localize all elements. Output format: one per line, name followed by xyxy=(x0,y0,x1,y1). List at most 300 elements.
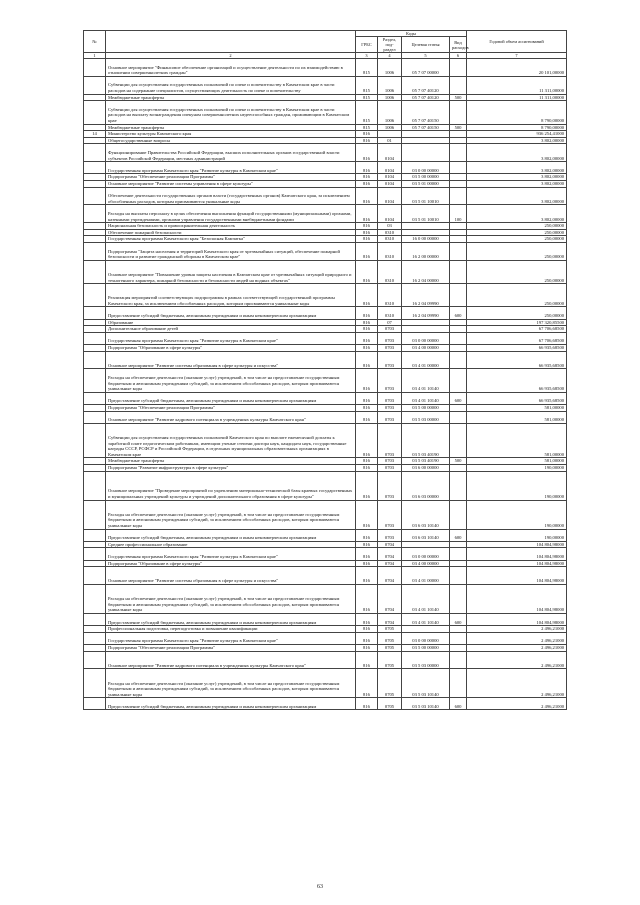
row-name: Национальная безопасность и правоохранительная деятельность xyxy=(106,223,356,230)
row-section: 0104 xyxy=(378,144,402,162)
row-expense-type xyxy=(450,345,467,352)
row-expense-type xyxy=(450,137,467,144)
row-amount: 67 706,68500 xyxy=(467,326,567,333)
table-row xyxy=(84,584,567,613)
row-number: 14 xyxy=(84,131,106,138)
row-grbs: 816 xyxy=(356,187,378,205)
row-name: Профессиональная подготовка, переподготовка и повышение квалификации xyxy=(106,626,356,633)
row-target-code: 03 0 00 00000 xyxy=(402,332,450,344)
row-grbs: 816 xyxy=(356,137,378,144)
row-expense-type xyxy=(450,180,467,187)
row-expense-type xyxy=(450,584,467,613)
row-target-code: 16 2 04 09990 xyxy=(402,307,450,319)
row-grbs: 816 xyxy=(356,326,378,333)
row-amount: 67 706,68500 xyxy=(467,332,567,344)
row-grbs: 816 xyxy=(356,144,378,162)
row-name: Расходы на выплаты персоналу в целях обеспечения выполнения функций государственными (муниципальными) органами, казенными учреждениями, органами управления государственными внебюджетными фондами xyxy=(106,205,356,223)
row-section: 0310 xyxy=(378,229,402,236)
col-name-header xyxy=(106,31,356,53)
col-section-header: Раздел, под-раздел xyxy=(378,37,402,53)
row-expense-type xyxy=(450,651,467,669)
row-amount: 3 802,00000 xyxy=(467,205,567,223)
row-number xyxy=(84,500,106,529)
row-amount: 104 804,98000 xyxy=(467,560,567,567)
row-amount: 104 804,98000 xyxy=(467,613,567,625)
row-number xyxy=(84,548,106,560)
row-target-code: 03 4 01 10140 xyxy=(402,613,450,625)
table-row xyxy=(84,651,567,669)
row-target-code: 16 2 04 09990 xyxy=(402,284,450,307)
row-number xyxy=(84,392,106,404)
row-amount: 104 804,98000 xyxy=(467,548,567,560)
table-row xyxy=(84,137,567,144)
row-expense-type xyxy=(450,644,467,651)
row-section: 0104 xyxy=(378,180,402,187)
row-number xyxy=(84,59,106,77)
row-section: 0310 xyxy=(378,242,402,260)
row-number xyxy=(84,345,106,352)
row-number xyxy=(84,632,106,644)
table-row xyxy=(84,458,567,465)
row-number xyxy=(84,369,106,392)
row-section: 0310 xyxy=(378,236,402,243)
row-amount: 250,00000 xyxy=(467,223,567,230)
row-grbs: 816 xyxy=(356,458,378,465)
row-amount: 2 496,21000 xyxy=(467,626,567,633)
row-amount: 250,00000 xyxy=(467,242,567,260)
row-grbs: 815 xyxy=(356,124,378,131)
row-target-code: 03 5 01 10010 xyxy=(402,205,450,223)
table-row xyxy=(84,567,567,585)
row-amount: 104 804,98000 xyxy=(467,584,567,613)
row-number xyxy=(84,405,106,412)
row-grbs: 816 xyxy=(356,548,378,560)
row-target-code: 03 5 03 40190 xyxy=(402,458,450,465)
row-grbs: 816 xyxy=(356,584,378,613)
row-name: Предоставление субсидий бюджетным, автономным учреждениям и иным некоммерческим организациям xyxy=(106,307,356,319)
row-section: 0703 xyxy=(378,458,402,465)
row-amount: 3 802,00000 xyxy=(467,162,567,174)
row-amount: 2 496,21000 xyxy=(467,632,567,644)
row-grbs: 816 xyxy=(356,223,378,230)
row-expense-type xyxy=(450,369,467,392)
table-row xyxy=(84,369,567,392)
row-target-code: 05 7 07 40120 xyxy=(402,76,450,94)
row-amount: 581,00000 xyxy=(467,405,567,412)
row-name: Подпрограмма "Развитие инфраструктуры в сфере культуры" xyxy=(106,464,356,471)
row-name: Подпрограмма "Защита населения и территорий Камчатского края от чрезвычайных ситуаций, обеспечение пожарной безопасности и развитие гражданской обороны в Камчатском крае" xyxy=(106,242,356,260)
row-target-code: 03 0 00 00000 xyxy=(402,548,450,560)
header-numbering-row: 1 2 3 4 5 6 7 xyxy=(84,53,567,59)
table-row xyxy=(84,613,567,625)
row-section: 0703 xyxy=(378,332,402,344)
row-target-code: 03 5 03 40190 xyxy=(402,423,450,458)
row-expense-type: 500 xyxy=(450,458,467,465)
row-name: Общегосударственные вопросы xyxy=(106,137,356,144)
row-name: Среднее профессиональное образование xyxy=(106,541,356,548)
row-amount: 2 496,21000 xyxy=(467,644,567,651)
row-target-code: 03 5 03 10140 xyxy=(402,669,450,698)
row-target-code: 05 7 07 40150 xyxy=(402,124,450,131)
row-target-code xyxy=(402,229,450,236)
row-amount: 2 496,21000 xyxy=(467,651,567,669)
row-section: 1006 xyxy=(378,101,402,124)
row-amount: 190,00000 xyxy=(467,471,567,500)
row-section: 0703 xyxy=(378,326,402,333)
row-expense-type xyxy=(450,236,467,243)
row-number xyxy=(84,236,106,243)
row-amount: 250,00000 xyxy=(467,229,567,236)
table-row xyxy=(84,94,567,101)
row-section: 1006 xyxy=(378,76,402,94)
row-grbs: 816 xyxy=(356,471,378,500)
row-number xyxy=(84,560,106,567)
row-expense-type xyxy=(450,500,467,529)
row-grbs: 816 xyxy=(356,651,378,669)
table-row xyxy=(84,144,567,162)
row-amount: 2 496,21000 xyxy=(467,698,567,710)
row-expense-type xyxy=(450,626,467,633)
table-row xyxy=(84,326,567,333)
row-amount: 3 802,00000 xyxy=(467,174,567,181)
row-section: 0703 xyxy=(378,345,402,352)
row-number xyxy=(84,260,106,283)
row-number xyxy=(84,698,106,710)
row-number xyxy=(84,471,106,500)
row-section: 0703 xyxy=(378,405,402,412)
col-amount-header: Годовой объем ассигнований xyxy=(467,31,567,53)
row-target-code: 03 4 01 10140 xyxy=(402,584,450,613)
row-target-code xyxy=(402,223,450,230)
row-amount: 250,00000 xyxy=(467,236,567,243)
row-section: 0705 xyxy=(378,644,402,651)
row-section: 0703 xyxy=(378,471,402,500)
table-row xyxy=(84,548,567,560)
row-expense-type xyxy=(450,242,467,260)
row-name: Межбюджетные трансферты xyxy=(106,124,356,131)
row-target-code: 03 5 01 10010 xyxy=(402,187,450,205)
row-expense-type xyxy=(450,567,467,585)
row-number xyxy=(84,162,106,174)
row-number xyxy=(84,567,106,585)
row-target-code: 03 6 03 00000 xyxy=(402,471,450,500)
row-number xyxy=(84,584,106,613)
row-grbs: 816 xyxy=(356,162,378,174)
row-section: 0703 xyxy=(378,464,402,471)
table-row xyxy=(84,392,567,404)
row-section: 0705 xyxy=(378,626,402,633)
row-name: Предоставление субсидий бюджетным, автономным учреждениям и иным некоммерческим организациям xyxy=(106,613,356,625)
row-name: Расходы на обеспечение деятельности (оказание услуг) учреждений, в том числе на предоставление государственным бюджетным и автономным учреждениям субсидий, за исключением обособленных расходов, которым присваиваются уникальные коды xyxy=(106,369,356,392)
row-target-code: 03 4 01 00000 xyxy=(402,351,450,369)
row-amount: 190,00000 xyxy=(467,529,567,541)
row-target-code xyxy=(402,137,450,144)
row-name: Подпрограмма "Обеспечение реализации Программы" xyxy=(106,644,356,651)
table-row xyxy=(84,260,567,283)
row-number xyxy=(84,326,106,333)
row-amount: 11 311,00000 xyxy=(467,94,567,101)
row-grbs: 816 xyxy=(356,405,378,412)
row-number xyxy=(84,351,106,369)
row-target-code: 03 5 00 00000 xyxy=(402,405,450,412)
row-section: 0704 xyxy=(378,584,402,613)
row-target-code: 03 4 01 10140 xyxy=(402,369,450,392)
row-expense-type xyxy=(450,411,467,423)
table-row xyxy=(84,180,567,187)
row-section: 0310 xyxy=(378,284,402,307)
table-row xyxy=(84,187,567,205)
row-number xyxy=(84,94,106,101)
row-target-code: 03 0 00 00000 xyxy=(402,632,450,644)
row-amount: 190,00000 xyxy=(467,464,567,471)
table-row xyxy=(84,529,567,541)
row-name: Субвенции для осуществления государственных полномочий по опеке и попечительству в Камчатском крае в части расходов на выплату вознаграждения опекунам совершеннолетних недееспособных граждан, проживающим в Камчатском крае xyxy=(106,101,356,124)
row-grbs: 816 xyxy=(356,613,378,625)
row-expense-type xyxy=(450,187,467,205)
row-name: Образование xyxy=(106,319,356,326)
row-section: 0703 xyxy=(378,423,402,458)
row-name: Государственная программа Камчатского края "Развитие культуры в Камчатском крае" xyxy=(106,548,356,560)
row-expense-type xyxy=(450,319,467,326)
row-section: 0104 xyxy=(378,187,402,205)
row-amount: 250,00000 xyxy=(467,307,567,319)
row-grbs: 816 xyxy=(356,307,378,319)
row-name: Предоставление субсидий бюджетным, автономным учреждениям и иным некоммерческим организациям xyxy=(106,392,356,404)
row-section: 0704 xyxy=(378,548,402,560)
row-name: Расходы на обеспечение деятельности (оказание услуг) учреждений, в том числе на предоставление государственным бюджетным и автономным учреждениям субсидий, за исключением обособленных расходов, которым присваиваются уникальные коды xyxy=(106,500,356,529)
row-expense-type xyxy=(450,632,467,644)
row-grbs: 816 xyxy=(356,229,378,236)
row-section xyxy=(378,131,402,138)
col-grbs-header: ГРБС xyxy=(356,37,378,53)
row-amount: 190,00000 xyxy=(467,500,567,529)
row-target-code xyxy=(402,541,450,548)
row-target-code xyxy=(402,131,450,138)
row-number xyxy=(84,651,106,669)
row-expense-type xyxy=(450,76,467,94)
row-section: 03 xyxy=(378,223,402,230)
row-name: Основное мероприятие "Финансовое обеспечение организаций и осуществление деятельности по их взаимодействию в отношении совершеннолетних граждан" xyxy=(106,59,356,77)
row-number xyxy=(84,319,106,326)
row-grbs: 816 xyxy=(356,180,378,187)
row-name: Подпрограмма "Обеспечение реализации Программы" xyxy=(106,405,356,412)
row-amount: 3 802,00000 xyxy=(467,187,567,205)
row-grbs: 816 xyxy=(356,351,378,369)
row-amount: 66 935,68500 xyxy=(467,369,567,392)
row-expense-type: 600 xyxy=(450,698,467,710)
row-section: 0705 xyxy=(378,651,402,669)
row-grbs: 816 xyxy=(356,345,378,352)
row-section: 0703 xyxy=(378,411,402,423)
row-amount: 66 935,68500 xyxy=(467,392,567,404)
row-expense-type xyxy=(450,101,467,124)
row-name: Подпрограмма "Образование в сфере культуры" xyxy=(106,345,356,352)
row-section: 0704 xyxy=(378,560,402,567)
row-section: 0310 xyxy=(378,307,402,319)
table-row xyxy=(84,223,567,230)
row-grbs: 815 xyxy=(356,94,378,101)
row-expense-type: 100 xyxy=(450,205,467,223)
row-name: Подпрограмма "Обеспечение реализации Программы" xyxy=(106,174,356,181)
row-expense-type xyxy=(450,223,467,230)
row-name: Основное мероприятие "Развитие кадрового потенциала в учреждениях культуры Камчатского края" xyxy=(106,651,356,669)
row-number xyxy=(84,626,106,633)
row-number xyxy=(84,144,106,162)
row-target-code: 03 5 03 10140 xyxy=(402,698,450,710)
row-amount: 11 311,00000 xyxy=(467,76,567,94)
row-amount: 581,00000 xyxy=(467,423,567,458)
row-grbs: 816 xyxy=(356,284,378,307)
row-expense-type xyxy=(450,260,467,283)
col-type-header: Вид расходов xyxy=(450,37,467,53)
row-number xyxy=(84,242,106,260)
row-expense-type xyxy=(450,144,467,162)
row-expense-type: 600 xyxy=(450,392,467,404)
row-section: 1006 xyxy=(378,94,402,101)
row-name: Предоставление субсидий бюджетным, автономным учреждениям и иным некоммерческим организациям xyxy=(106,698,356,710)
row-number xyxy=(84,423,106,458)
row-grbs: 816 xyxy=(356,236,378,243)
row-amount: 3 802,00000 xyxy=(467,144,567,162)
row-section: 1006 xyxy=(378,59,402,77)
row-grbs: 816 xyxy=(356,369,378,392)
row-section: 0705 xyxy=(378,632,402,644)
row-expense-type xyxy=(450,229,467,236)
row-expense-type: 600 xyxy=(450,613,467,625)
row-name: Государственная программа Камчатского края "Развитие культуры в Камчатском крае" xyxy=(106,632,356,644)
row-target-code: 03 5 00 00000 xyxy=(402,644,450,651)
row-name: Межбюджетные трансферты xyxy=(106,94,356,101)
row-target-code: 03 5 03 00000 xyxy=(402,651,450,669)
row-number xyxy=(84,205,106,223)
row-target-code: 03 5 00 00000 xyxy=(402,174,450,181)
row-name: Субвенции для осуществления государственных полномочий Камчатского края по выплате ежемесячной доплаты к заработной плате педагогическим работникам, имеющим ученые степени доктора наук, кандидата наук, государственные награды СССР, РСФСР и Российской Федерации, в отдельных муниципальных образовательных организациях в Камчатском крае xyxy=(106,423,356,458)
row-grbs: 816 xyxy=(356,174,378,181)
row-name: Подпрограмма "Образование в сфере культуры" xyxy=(106,560,356,567)
row-number xyxy=(84,411,106,423)
header-row-1 xyxy=(84,31,567,37)
table-row xyxy=(84,242,567,260)
row-section: 01 xyxy=(378,137,402,144)
row-section: 0705 xyxy=(378,669,402,698)
row-name: Обеспечение деятельности государственных органов власти (государственных органов) Камчатского края, за исключением обособленных расходов, которым присваиваются уникальные коды xyxy=(106,187,356,205)
row-grbs: 816 xyxy=(356,242,378,260)
row-number xyxy=(84,124,106,131)
row-target-code: 03 6 00 00000 xyxy=(402,464,450,471)
table-row xyxy=(84,101,567,124)
row-number xyxy=(84,669,106,698)
row-number xyxy=(84,529,106,541)
row-name: Реализация мероприятий соответствующих подпрограммы в рамках соответствующей государственной программы Камчатского края, за исключением обособленных расходов, которым присваиваются уникальные коды xyxy=(106,284,356,307)
row-grbs: 816 xyxy=(356,529,378,541)
row-target-code: 03 5 03 00000 xyxy=(402,411,450,423)
row-number xyxy=(84,101,106,124)
row-expense-type xyxy=(450,669,467,698)
row-target-code: 03 4 01 10140 xyxy=(402,392,450,404)
row-target-code: 03 6 03 10140 xyxy=(402,529,450,541)
row-expense-type xyxy=(450,284,467,307)
row-expense-type xyxy=(450,351,467,369)
row-amount: 3 802,00000 xyxy=(467,137,567,144)
row-name: Основное мероприятие "Развитие кадрового потенциала в учреждениях культуры Камчатского края" xyxy=(106,411,356,423)
row-number xyxy=(84,137,106,144)
row-section: 0703 xyxy=(378,500,402,529)
row-target-code xyxy=(402,144,450,162)
table-row xyxy=(84,59,567,77)
row-target-code: 05 7 07 40120 xyxy=(402,94,450,101)
row-amount: 8 790,00000 xyxy=(467,124,567,131)
table-row xyxy=(84,411,567,423)
row-target-code: 03 6 03 10140 xyxy=(402,500,450,529)
col-num-header: № xyxy=(84,31,106,53)
row-name: Дополнительное образование детей xyxy=(106,326,356,333)
table-row xyxy=(84,698,567,710)
row-target-code: 16 2 04 00000 xyxy=(402,260,450,283)
row-name: Основное мероприятие "Развитие системы образования в сфере культуры и искусства" xyxy=(106,567,356,585)
row-grbs: 816 xyxy=(356,319,378,326)
codes-group-header: Коды xyxy=(356,31,467,37)
row-target-code: 16 2 00 00000 xyxy=(402,242,450,260)
row-grbs: 816 xyxy=(356,464,378,471)
table-row xyxy=(84,560,567,567)
row-amount: 197 320,85500 xyxy=(467,319,567,326)
row-section: 0703 xyxy=(378,392,402,404)
row-expense-type xyxy=(450,423,467,458)
row-section: 0705 xyxy=(378,698,402,710)
row-expense-type: 500 xyxy=(450,94,467,101)
row-grbs: 816 xyxy=(356,260,378,283)
row-grbs: 816 xyxy=(356,541,378,548)
row-number xyxy=(84,180,106,187)
row-amount: 2 496,21000 xyxy=(467,669,567,698)
table-row xyxy=(84,124,567,131)
row-name: Межбюджетные трансферты xyxy=(106,458,356,465)
row-section: 07 xyxy=(378,319,402,326)
row-section: 0104 xyxy=(378,162,402,174)
row-number xyxy=(84,223,106,230)
row-amount: 250,00000 xyxy=(467,284,567,307)
row-expense-type xyxy=(450,471,467,500)
row-number xyxy=(84,284,106,307)
row-grbs: 816 xyxy=(356,205,378,223)
row-target-code: 05 7 07 40150 xyxy=(402,101,450,124)
row-target-code: 03 5 01 00000 xyxy=(402,180,450,187)
row-grbs: 816 xyxy=(356,698,378,710)
table-row xyxy=(84,162,567,174)
row-name: Расходы на обеспечение деятельности (оказание услуг) учреждений, в том числе на предоставление государственным бюджетным и автономным учреждениям субсидий, за исключением обособленных расходов, которым присваиваются уникальные коды xyxy=(106,584,356,613)
row-amount: 250,00000 xyxy=(467,260,567,283)
table-row xyxy=(84,236,567,243)
table-row xyxy=(84,174,567,181)
row-target-code: 16 0 00 00000 xyxy=(402,236,450,243)
table-row xyxy=(84,626,567,633)
row-grbs: 816 xyxy=(356,567,378,585)
row-expense-type: 600 xyxy=(450,529,467,541)
row-target-code: 03 4 00 00000 xyxy=(402,560,450,567)
row-grbs: 816 xyxy=(356,131,378,138)
row-grbs: 816 xyxy=(356,332,378,344)
row-number xyxy=(84,307,106,319)
row-name: Государственная программа Камчатского края "Развитие культуры в Камчатском крае" xyxy=(106,332,356,344)
row-target-code: 05 7 07 00000 xyxy=(402,59,450,77)
row-section: 0703 xyxy=(378,529,402,541)
row-name: Основное мероприятие "Развитие системы управления в сфере культуры" xyxy=(106,180,356,187)
row-expense-type xyxy=(450,59,467,77)
row-name: Основное мероприятие "Развитие системы образования в сфере культуры и искусства" xyxy=(106,351,356,369)
row-expense-type xyxy=(450,131,467,138)
row-grbs: 816 xyxy=(356,560,378,567)
row-target-code xyxy=(402,319,450,326)
